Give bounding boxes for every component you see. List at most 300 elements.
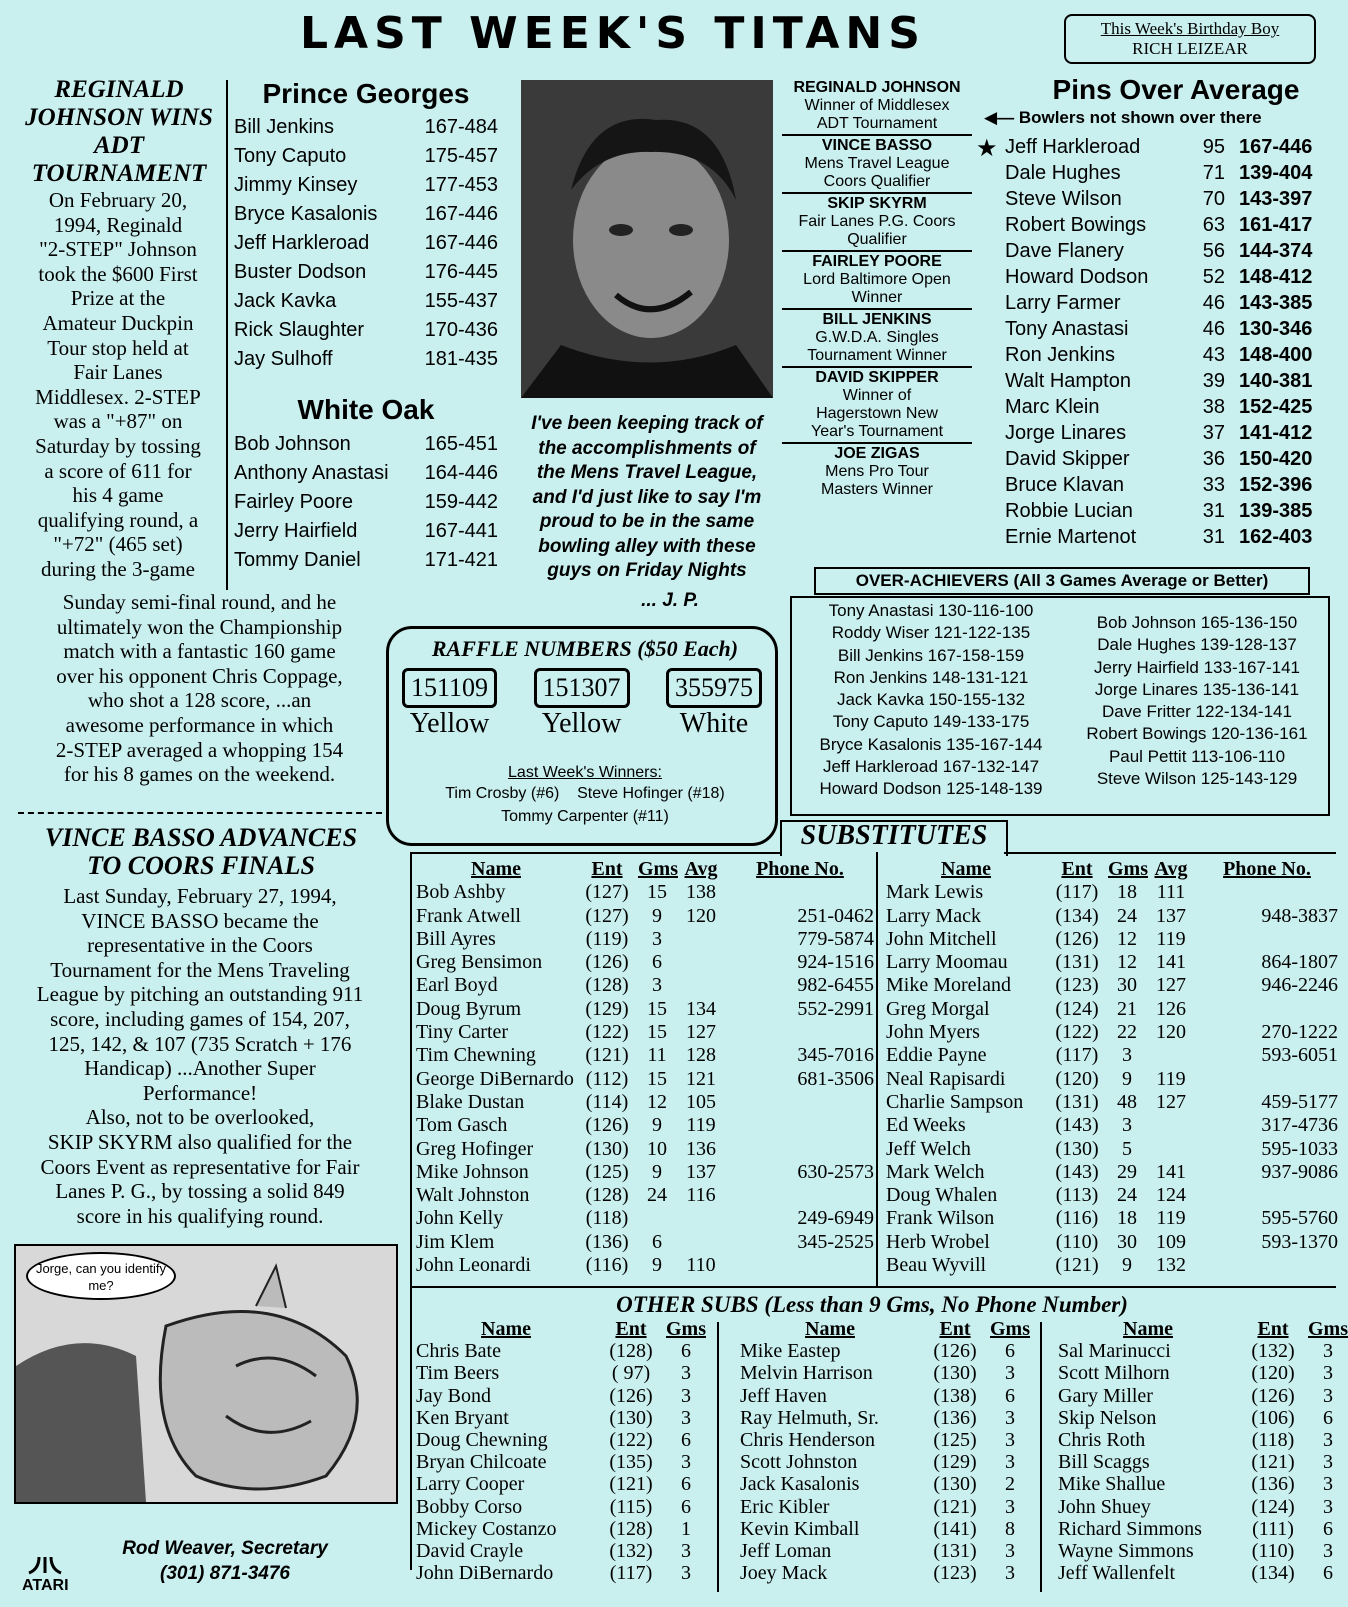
raffle-tickets <box>402 668 762 740</box>
achievement <box>782 444 972 500</box>
table-row <box>1058 1451 1338 1473</box>
table-row <box>886 1044 1338 1067</box>
bowler-name: Bob Johnson <box>234 433 351 455</box>
sub-name: Scott Johnston <box>740 1451 858 1474</box>
sub-ent: (126) <box>933 1340 977 1363</box>
sub-ent: (134) <box>1055 904 1099 927</box>
bowler-score: 175-457 <box>424 145 498 167</box>
sub-ent: (128) <box>585 974 629 997</box>
sub-ent: (129) <box>585 997 629 1020</box>
sub-gms: 3 <box>1005 1362 1015 1385</box>
story-line: Last Sunday, February 27, 1994, <box>63 884 337 908</box>
pins-value: 46 <box>1202 318 1225 340</box>
sub-phone: 595-5760 <box>1261 1207 1338 1230</box>
header-gms: Gms <box>638 858 678 880</box>
table-row <box>886 1068 1338 1091</box>
roster-row <box>234 546 498 575</box>
sub-phone: 681-3506 <box>797 1067 874 1090</box>
sub-phone <box>726 1184 874 1207</box>
sub-name: Kevin Kimball <box>740 1517 860 1540</box>
over-achievers-title: OVER-ACHIEVERS (All 3 Games Average or Better) <box>814 567 1310 595</box>
bowler-score: 181-435 <box>424 348 498 370</box>
table-row <box>1058 1540 1338 1562</box>
header-ent: Ent <box>615 1318 647 1340</box>
sub-ent: (111) <box>1252 1517 1294 1540</box>
substitutes-left <box>416 858 874 1277</box>
quote-line: guys on Friday Nights <box>547 560 747 581</box>
story-line: On February 20, <box>48 188 188 212</box>
table-row <box>886 1207 1338 1230</box>
sub-ent: (121) <box>1055 1254 1099 1277</box>
series-value: 162-403 <box>1239 526 1313 548</box>
story1-body <box>12 188 224 582</box>
sub-gms: 6 <box>681 1495 691 1518</box>
sub-name: Greg Hofinger <box>416 1137 534 1160</box>
sub-avg: 121 <box>686 1067 716 1090</box>
sub-ent: (131) <box>1055 951 1099 974</box>
raffle-ticket-group <box>666 668 762 740</box>
sub-avg: 120 <box>686 904 716 927</box>
pins-row <box>1005 290 1335 316</box>
sub-gms: 3 <box>681 1451 691 1474</box>
achievement-name: VINCE BASSO <box>821 137 933 154</box>
story2-title <box>14 824 388 880</box>
bowler-name: Marc Klein <box>1005 396 1100 418</box>
story-line: "2-STEP" Johnson <box>39 237 197 262</box>
sub-name: John Kelly <box>416 1207 504 1230</box>
table-row <box>416 1091 874 1114</box>
pins-value: 56 <box>1202 240 1225 262</box>
table-row <box>416 974 874 997</box>
sub-gms <box>638 1207 676 1230</box>
story-line: match with a fantastic 160 game <box>63 639 336 664</box>
pins-row <box>1005 394 1335 420</box>
bowler-name: Jimmy Kinsey <box>234 174 358 196</box>
birthday-name: RICH LEIZEAR <box>1132 39 1248 58</box>
table-row <box>740 1385 1036 1407</box>
table-row <box>416 1362 712 1384</box>
sub-ent: (121) <box>585 1044 629 1067</box>
sub-avg <box>676 951 726 974</box>
achievement-desc: Tournament Winner <box>807 347 947 364</box>
roster-row <box>234 345 498 374</box>
bowler-name: Rick Slaughter <box>234 319 365 341</box>
table-row <box>1058 1518 1338 1540</box>
sub-phone <box>1196 998 1338 1021</box>
header-ent: Ent <box>939 1318 971 1340</box>
over-achiever: Bill Jenkins 167-158-159 <box>837 645 1025 665</box>
sub-ent: (127) <box>585 881 629 904</box>
sub-phone: 345-7016 <box>797 1044 874 1067</box>
divider <box>410 852 780 854</box>
sub-name: Larry Moomau <box>886 951 1008 974</box>
portrait-photo <box>521 80 773 398</box>
other-subs-col3 <box>1058 1318 1348 1585</box>
table-row <box>416 1021 874 1044</box>
quote-line: bowling alley with these <box>538 535 756 557</box>
sub-gms: 15 <box>647 881 667 904</box>
sub-gms: 12 <box>1117 951 1137 974</box>
table-row <box>1058 1407 1338 1429</box>
sub-name: Chris Roth <box>1058 1429 1146 1452</box>
sub-name: Wayne Simmons <box>1058 1540 1194 1563</box>
pins-value: 43 <box>1202 344 1225 366</box>
pins-value: 46 <box>1202 292 1225 314</box>
sub-name: Beau Wyvill <box>886 1254 987 1277</box>
prince-georges-title: Prince Georges <box>262 78 470 109</box>
divider <box>1004 852 1336 854</box>
story-line: Coors Event as representative for Fair <box>40 1154 360 1179</box>
sub-gms: 9 <box>1122 1067 1132 1090</box>
bowler-name: David Skipper <box>1005 448 1130 470</box>
over-achiever: Tony Caputo 149-133-175 <box>832 712 1030 732</box>
sub-phone: 459-5177 <box>1261 1090 1338 1113</box>
table-row <box>886 1231 1338 1254</box>
pins-value: 31 <box>1202 526 1225 548</box>
sub-avg: 119 <box>1156 1207 1186 1230</box>
sub-phone: 948-3837 <box>1261 904 1338 927</box>
sub-name: Herb Wrobel <box>886 1230 990 1253</box>
sub-name: Tiny Carter <box>416 1021 509 1044</box>
sub-ent: (113) <box>1055 1184 1099 1207</box>
speech-bubble: Jorge, can you identify me? <box>26 1252 176 1300</box>
story-line: was a "+87" on <box>53 409 183 434</box>
table-row <box>740 1496 1036 1518</box>
sub-name: Doug Byrum <box>416 997 521 1020</box>
over-achievers-left <box>796 600 1066 801</box>
story-line: representative in the Coors <box>87 933 313 958</box>
achievement-name: BILL JENKINS <box>822 311 932 328</box>
story-line: Handicap) ...Another Super <box>84 1056 316 1081</box>
sub-ent: (116) <box>585 1254 629 1277</box>
sub-gms: 2 <box>1005 1473 1015 1496</box>
sub-avg: 109 <box>1156 1230 1186 1253</box>
over-achiever: Paul Pettit 113-106-110 <box>1108 746 1286 766</box>
sub-name: Jeff Loman <box>740 1540 832 1563</box>
story-line: took the $600 First <box>38 261 198 286</box>
bowler-score: 164-446 <box>424 462 498 484</box>
roster-row <box>234 316 498 345</box>
sub-ent: (117) <box>609 1562 653 1585</box>
sub-gms: 18 <box>1117 1207 1137 1230</box>
sub-ent: (118) <box>585 1207 629 1230</box>
table-row <box>886 1254 1338 1277</box>
over-achiever: Dave Fritter 122-134-141 <box>1102 702 1292 722</box>
sub-name: Mark Welch <box>886 1160 985 1183</box>
sub-name: Doug Chewning <box>416 1429 548 1452</box>
sub-ent: (126) <box>585 1114 629 1137</box>
sub-ent: (127) <box>585 904 629 927</box>
sub-ent: (122) <box>1055 1021 1099 1044</box>
bowler-score: 177-453 <box>424 174 498 196</box>
story-line: during the 3-game <box>41 556 195 581</box>
sub-gms: 48 <box>1117 1090 1137 1113</box>
sub-gms: 6 <box>681 1340 691 1363</box>
over-achiever: Tony Anastasi 130-116-100 <box>828 601 1034 620</box>
sub-gms: 8 <box>1005 1517 1015 1540</box>
sub-avg: 124 <box>1156 1184 1186 1207</box>
story-line: 1994, Reginald <box>53 212 183 237</box>
achievement <box>782 252 972 310</box>
over-achiever: Jorge Linares 135-136-141 <box>1094 679 1300 699</box>
sub-phone: 779-5874 <box>797 927 874 950</box>
achievement-desc: Masters Winner <box>820 481 934 498</box>
sub-phone: 552-2991 <box>797 997 874 1020</box>
sub-phone <box>726 1138 874 1161</box>
divider <box>876 852 878 1286</box>
sub-name: Walt Johnston <box>416 1184 530 1207</box>
story-line: VINCE BASSO became the <box>81 908 319 933</box>
table-row <box>1058 1385 1338 1407</box>
over-achiever: Roddy Wiser 121-122-135 <box>831 623 1031 643</box>
table-row <box>416 1161 874 1184</box>
portrait-icon <box>521 80 773 398</box>
sub-gms: 18 <box>1117 881 1137 904</box>
sub-avg <box>676 974 726 997</box>
sub-name: Eric Kibler <box>740 1495 830 1518</box>
sub-name: Frank Atwell <box>416 904 521 927</box>
table-row <box>416 928 874 951</box>
table-row <box>416 1138 874 1161</box>
sub-ent: (141) <box>933 1517 977 1540</box>
header-gms: Gms <box>990 1318 1030 1340</box>
sub-gms: 15 <box>647 997 667 1020</box>
roster-row <box>234 488 498 517</box>
sub-gms: 6 <box>1323 1517 1333 1540</box>
sub-avg: 126 <box>1156 997 1186 1020</box>
sub-gms: 3 <box>681 1562 691 1585</box>
sub-gms: 1 <box>681 1517 691 1540</box>
table-row <box>886 951 1338 974</box>
series-value: 148-412 <box>1239 266 1313 288</box>
sub-ent: (122) <box>609 1429 653 1452</box>
story-line: Fair Lanes <box>73 360 163 385</box>
sub-avg: 136 <box>686 1137 716 1160</box>
table-row <box>416 1473 712 1495</box>
sub-phone: 251-0462 <box>797 904 874 927</box>
sub-avg: 119 <box>686 1114 716 1137</box>
pins-row <box>1005 498 1335 524</box>
sub-ent: (106) <box>1251 1406 1295 1429</box>
pins-row <box>1005 316 1335 342</box>
sub-ent: (134) <box>1251 1562 1295 1585</box>
bowler-name: Robert Bowings <box>1005 214 1147 236</box>
sub-phone: 946-2246 <box>1261 974 1338 997</box>
table-row <box>416 998 874 1021</box>
sub-name: Bill Scaggs <box>1058 1451 1150 1474</box>
birthday-box <box>1064 14 1316 64</box>
sub-phone: 249-6949 <box>797 1207 874 1230</box>
sub-name: Neal Rapisardi <box>886 1067 1006 1090</box>
achievement-desc: Qualifier <box>847 231 907 248</box>
achievements-list <box>782 78 972 500</box>
table-row <box>886 1161 1338 1184</box>
sub-ent: (126) <box>585 951 629 974</box>
page-headline: LAST WEEK'S TITANS <box>300 8 926 59</box>
sub-ent: (118) <box>1251 1429 1295 1452</box>
story-line: awesome performance in which <box>65 712 334 737</box>
header-avg: Avg <box>1154 858 1188 880</box>
sub-name: Jeff Haven <box>740 1384 827 1407</box>
achievement-desc: Winner of Middlesex <box>804 97 950 114</box>
sub-avg: 127 <box>686 1021 716 1044</box>
sub-name: Mike Shallue <box>1058 1473 1166 1496</box>
bowler-score: 167-484 <box>424 116 498 138</box>
story-line: 2-STEP averaged a whopping 154 <box>55 737 344 762</box>
sub-ent: (125) <box>585 1160 629 1183</box>
bowler-name: Ron Jenkins <box>1005 344 1116 366</box>
sub-name: David Crayle <box>416 1540 524 1563</box>
sub-ent: (135) <box>609 1451 653 1474</box>
pins-note-text: Bowlers not shown over there <box>1018 108 1262 127</box>
raffle-winners-row2: Tommy Carpenter (#11) <box>501 808 669 825</box>
table-row <box>740 1340 1036 1362</box>
sub-ent: (122) <box>585 1021 629 1044</box>
story-line: Prize at the <box>70 286 166 311</box>
table-row <box>416 1518 712 1540</box>
story-line: over his opponent Chris Coppage, <box>56 663 343 688</box>
divider <box>18 812 382 814</box>
table-row <box>416 1231 874 1254</box>
sub-ent: (114) <box>585 1090 629 1113</box>
roster-row <box>234 229 498 258</box>
pins-value: 33 <box>1202 474 1225 496</box>
sub-gms: 12 <box>647 1090 667 1113</box>
sub-gms: 9 <box>652 1254 662 1277</box>
bowler-name: Jay Sulhoff <box>234 348 333 370</box>
sub-gms: 3 <box>1005 1429 1015 1452</box>
sub-ent: (138) <box>933 1384 977 1407</box>
sub-name: Mike Eastep <box>740 1340 841 1363</box>
series-value: 148-400 <box>1239 344 1313 366</box>
pins-note <box>984 108 1262 128</box>
star-icon: ★ <box>976 136 998 162</box>
sub-name: Larry Cooper <box>416 1473 525 1496</box>
story-line: "+72" (465 set) <box>53 532 183 557</box>
sub-ent: (132) <box>1251 1340 1295 1363</box>
sub-ent: (136) <box>933 1406 977 1429</box>
table-row <box>416 1114 874 1137</box>
story-line: his 4 game <box>72 483 164 508</box>
sub-gms: 24 <box>1117 904 1137 927</box>
table-row <box>416 1254 874 1277</box>
sub-gms: 21 <box>1117 997 1137 1020</box>
substitutes-header <box>416 858 874 881</box>
bowler-name: Larry Farmer <box>1005 292 1121 314</box>
sub-name: Earl Boyd <box>416 974 498 997</box>
bowler-score: 167-446 <box>424 232 498 254</box>
sub-phone: 270-1222 <box>1261 1021 1338 1044</box>
story-line: Amateur Duckpin <box>42 310 194 335</box>
atari-logo <box>22 1557 69 1594</box>
bowler-name: Tony Caputo <box>234 145 347 167</box>
table-row <box>1058 1429 1338 1451</box>
achievement <box>782 194 972 252</box>
sub-avg: 134 <box>686 997 716 1020</box>
pins-value: 52 <box>1202 266 1225 288</box>
achievement-desc: Mens Travel League <box>804 155 950 172</box>
table-row <box>740 1540 1036 1562</box>
sub-avg <box>676 928 726 951</box>
series-value: 144-374 <box>1239 240 1313 262</box>
pins-value: 63 <box>1202 214 1225 236</box>
header-ent: Ent <box>1061 858 1093 880</box>
sub-avg: 116 <box>686 1184 716 1207</box>
raffle-winner: Steve Hofinger (#18) <box>577 785 725 802</box>
table-row <box>416 1540 712 1562</box>
bowler-name: Fairley Poore <box>234 491 353 513</box>
pins-row <box>1005 420 1335 446</box>
sub-name: John Leonardi <box>416 1254 531 1277</box>
story-line: Tournament for the Mens Traveling <box>50 957 350 982</box>
sub-gms: 5 <box>1122 1137 1132 1160</box>
table-row <box>416 1068 874 1091</box>
story-line: a score of 611 for <box>44 458 192 483</box>
secretary-phone: (301) 871-3476 <box>160 1563 290 1584</box>
quote-line: the accomplishments of <box>538 437 756 459</box>
table-row <box>416 1207 874 1230</box>
sub-name: Bryan Chilcoate <box>416 1451 547 1474</box>
achievement-desc: Lord Baltimore Open <box>803 271 951 288</box>
pins-value: 95 <box>1202 136 1225 158</box>
table-row <box>416 1496 712 1518</box>
achievement-desc: Winner of <box>842 387 912 404</box>
bowler-name: Howard Dodson <box>1005 266 1149 288</box>
sub-ent: (121) <box>933 1495 977 1518</box>
raffle-number: 151109 <box>402 668 497 708</box>
series-value: 152-425 <box>1239 396 1313 418</box>
sub-phone: 630-2573 <box>797 1160 874 1183</box>
sub-avg <box>1146 1114 1196 1137</box>
bowler-name: Bruce Klavan <box>1005 474 1124 496</box>
sub-ent: (119) <box>585 927 629 950</box>
sub-phone <box>1196 1184 1338 1207</box>
achievement-desc: G.W.D.A. Singles <box>815 329 939 346</box>
story-line: Sunday semi-final round, and he <box>62 590 337 614</box>
achievement-desc: Year's Tournament <box>810 423 944 440</box>
table-row <box>416 1184 874 1207</box>
sub-name: Greg Morgal <box>886 997 990 1020</box>
sub-ent: (126) <box>609 1384 653 1407</box>
sub-ent: (117) <box>1055 881 1099 904</box>
sub-gms: 6 <box>1005 1384 1015 1407</box>
over-achiever: Jeff Harkleroad 167-132-147 <box>822 757 1040 777</box>
header-phone: Phone No. <box>1223 858 1311 880</box>
sub-gms: 24 <box>1117 1184 1137 1207</box>
sub-name: Jeff Wallenfelt <box>1058 1562 1176 1585</box>
sub-name: John Shuey <box>1058 1495 1151 1518</box>
table-row <box>416 1044 874 1067</box>
sub-avg <box>676 1207 726 1230</box>
bowler-score: 155-437 <box>424 290 498 312</box>
sub-name: Tim Chewning <box>416 1044 536 1067</box>
table-row <box>886 998 1338 1021</box>
table-row <box>886 1138 1338 1161</box>
sub-name: Doug Whalen <box>886 1184 998 1207</box>
roster-row <box>234 258 498 287</box>
table-row <box>886 928 1338 951</box>
sub-phone <box>1196 1254 1338 1277</box>
table-row <box>886 881 1338 904</box>
roster-row <box>234 142 498 171</box>
sub-ent: (126) <box>1251 1384 1295 1407</box>
pins-value: 38 <box>1202 396 1225 418</box>
over-achiever: Bob Johnson 165-136-150 <box>1096 613 1298 632</box>
bowler-name: Ernie Martenot <box>1005 526 1137 548</box>
table-row <box>740 1429 1036 1451</box>
series-value: 139-385 <box>1239 500 1313 522</box>
sub-gms: 3 <box>1005 1540 1015 1563</box>
